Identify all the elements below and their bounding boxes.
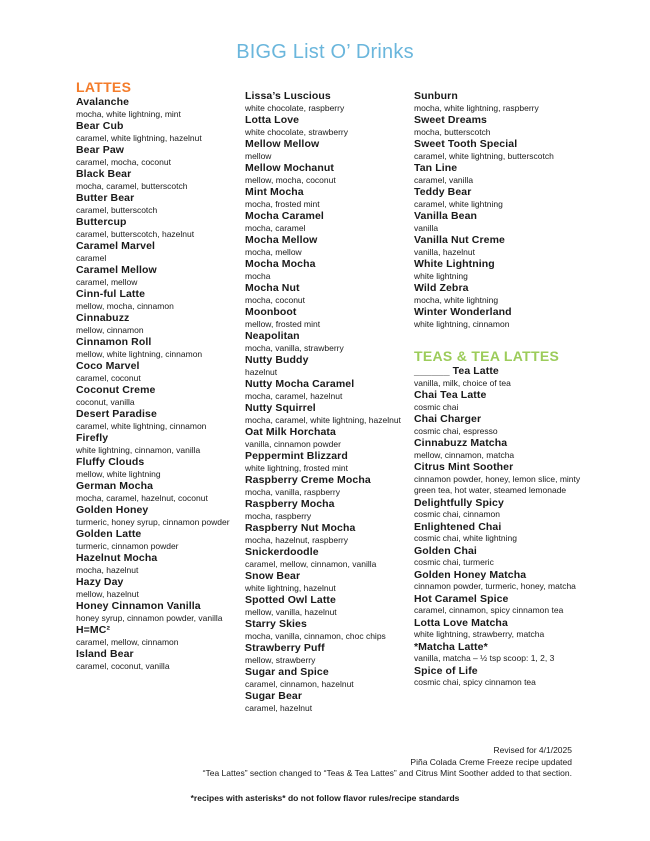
drink-item bbox=[245, 282, 410, 306]
drink-ingredients: mocha, caramel bbox=[245, 222, 306, 233]
drink-item bbox=[245, 570, 410, 594]
drink-name: Neapolitan bbox=[245, 330, 300, 342]
drink-name: Nutty Mocha Caramel bbox=[245, 378, 355, 390]
drink-ingredients: cosmic chai, espresso bbox=[414, 425, 498, 436]
drink-ingredients: white lightning, hazelnut bbox=[245, 582, 336, 593]
drink-item bbox=[76, 96, 241, 120]
drink-ingredients: white lightning, cinnamon, vanilla bbox=[76, 444, 201, 455]
drink-name: Vanilla Nut Creme bbox=[414, 234, 505, 246]
drink-name: Cinn-ful Latte bbox=[76, 288, 146, 300]
drink-ingredients: cosmic chai, cinnamon bbox=[414, 509, 500, 519]
teas-list bbox=[414, 365, 589, 689]
drink-item bbox=[414, 234, 589, 258]
drink-name: Coconut Creme bbox=[76, 384, 156, 396]
drink-name: Island Bear bbox=[76, 648, 134, 660]
drink-name: Fluffy Clouds bbox=[76, 456, 145, 468]
lattes-list-continued bbox=[245, 90, 410, 714]
drink-name: Chai Tea Latte bbox=[414, 389, 487, 401]
drink-name: Hot Caramel Spice bbox=[414, 592, 509, 605]
drink-ingredients: mellow bbox=[245, 150, 272, 161]
drink-name: Spotted Owl Latte bbox=[245, 594, 336, 606]
drink-name: Desert Paradise bbox=[76, 408, 157, 420]
drink-ingredients: caramel, vanilla bbox=[414, 174, 474, 185]
drink-ingredients: mocha, caramel, hazelnut bbox=[245, 390, 343, 401]
drink-item bbox=[414, 461, 589, 497]
drink-item bbox=[76, 648, 241, 672]
drink-ingredients: mocha, vanilla, raspberry bbox=[245, 486, 340, 497]
drink-name: Peppermint Blizzard bbox=[245, 450, 348, 462]
drink-ingredients: mocha, raspberry bbox=[245, 510, 312, 521]
drink-name: Lissa’s Luscious bbox=[245, 90, 331, 102]
drink-name: Sweet Tooth Special bbox=[414, 138, 518, 150]
drink-ingredients: honey syrup, cinnamon powder, vanilla bbox=[76, 612, 223, 623]
drink-name: H=MC² bbox=[76, 624, 111, 636]
drink-name: Nutty Squirrel bbox=[245, 402, 316, 414]
drink-item bbox=[76, 432, 241, 456]
drink-name: Moonboot bbox=[245, 306, 297, 318]
drink-item bbox=[76, 408, 241, 432]
drink-item bbox=[76, 360, 241, 384]
drink-ingredients: caramel, white lightning, hazelnut bbox=[76, 132, 202, 143]
drink-name: Wild Zebra bbox=[414, 282, 469, 294]
lattes-list bbox=[76, 96, 241, 672]
drink-ingredients: white lightning, cinnamon bbox=[414, 318, 510, 329]
drink-item bbox=[245, 354, 410, 378]
drink-ingredients: vanilla, hazelnut bbox=[414, 246, 475, 257]
drink-item bbox=[414, 365, 589, 389]
drink-item bbox=[414, 306, 589, 330]
drink-name: Bear Paw bbox=[76, 144, 125, 156]
drink-ingredients: coconut, vanilla bbox=[76, 396, 135, 407]
drink-name: Raspberry Nut Mocha bbox=[245, 522, 356, 534]
drink-ingredients: mocha, coconut bbox=[245, 294, 306, 305]
drink-name: Lotta Love bbox=[245, 114, 300, 126]
drink-name: Caramel Mellow bbox=[76, 264, 157, 276]
drink-ingredients: caramel, hazelnut bbox=[245, 702, 313, 713]
drink-ingredients: mocha, vanilla, strawberry bbox=[245, 342, 344, 353]
drink-ingredients: caramel bbox=[76, 252, 107, 263]
drink-name: Nutty Buddy bbox=[245, 354, 309, 366]
drink-ingredients: mellow, mocha, cinnamon bbox=[76, 300, 174, 311]
drink-item bbox=[245, 186, 410, 210]
column-1 bbox=[76, 79, 241, 672]
drink-item bbox=[414, 437, 589, 461]
revision-line-1: Piña Colada Creme Freeze recipe updated bbox=[410, 756, 572, 767]
drink-name: Firefly bbox=[76, 432, 109, 444]
drink-ingredients: mellow, hazelnut bbox=[76, 588, 139, 599]
drink-item bbox=[76, 120, 241, 144]
drink-ingredients: caramel, butterscotch bbox=[76, 204, 158, 215]
drink-item bbox=[245, 426, 410, 450]
drink-ingredients: white chocolate, strawberry bbox=[245, 126, 348, 137]
drink-name: Mellow Mochanut bbox=[245, 162, 334, 174]
drink-ingredients: mellow, strawberry bbox=[245, 654, 316, 665]
drink-ingredients: vanilla bbox=[414, 222, 439, 233]
drink-item bbox=[76, 168, 241, 192]
drink-item bbox=[414, 258, 589, 282]
drink-item bbox=[245, 594, 410, 618]
drink-ingredients: white lightning, frosted mint bbox=[245, 462, 348, 473]
drink-name: Oat Milk Horchata bbox=[245, 426, 336, 438]
drink-item bbox=[414, 413, 589, 437]
drink-item bbox=[76, 576, 241, 600]
drink-item bbox=[76, 240, 241, 264]
drink-item bbox=[245, 210, 410, 234]
drink-ingredients: cosmic chai, turmeric bbox=[414, 557, 494, 567]
drink-name: Butter Bear bbox=[76, 192, 135, 204]
drink-item bbox=[245, 666, 410, 690]
drink-item bbox=[414, 641, 589, 665]
drink-name: Coco Marvel bbox=[76, 360, 140, 372]
drink-item bbox=[76, 336, 241, 360]
drink-item bbox=[414, 665, 589, 689]
drink-item bbox=[245, 330, 410, 354]
drink-name: Avalanche bbox=[76, 96, 130, 108]
drink-item bbox=[245, 378, 410, 402]
drink-item bbox=[76, 528, 241, 552]
drink-name: Mocha Nut bbox=[245, 282, 300, 294]
drink-ingredients: caramel, mellow, cinnamon, vanilla bbox=[245, 558, 377, 569]
drink-name: Sugar Bear bbox=[245, 690, 303, 702]
drink-ingredients: mocha, hazelnut bbox=[76, 564, 139, 575]
drink-ingredients: caramel, coconut bbox=[76, 372, 141, 383]
drink-ingredients: turmeric, cinnamon powder bbox=[76, 540, 179, 551]
drink-ingredients: mocha, hazelnut, raspberry bbox=[245, 534, 348, 545]
drink-name: Black Bear bbox=[76, 168, 132, 180]
drink-item bbox=[76, 624, 241, 648]
drink-ingredients: mellow, cinnamon bbox=[76, 324, 144, 335]
drink-item bbox=[245, 234, 410, 258]
drink-item bbox=[414, 282, 589, 306]
drink-item bbox=[245, 114, 410, 138]
drink-ingredients: turmeric, honey syrup, cinnamon powder bbox=[76, 516, 230, 527]
drink-name: ______ Tea Latte bbox=[414, 365, 499, 377]
drink-item bbox=[76, 480, 241, 504]
drink-ingredients: white lightning, strawberry, matcha bbox=[414, 629, 545, 639]
drink-item bbox=[245, 690, 410, 714]
drink-item bbox=[245, 258, 410, 282]
drink-ingredients: mocha, mellow bbox=[245, 246, 302, 257]
drink-ingredients: caramel, white lightning, butterscotch bbox=[414, 150, 554, 161]
drink-item bbox=[414, 389, 589, 413]
drink-item bbox=[245, 522, 410, 546]
drink-ingredients: caramel, mellow, cinnamon bbox=[76, 636, 179, 647]
drink-ingredients: cinnamon powder, turmeric, honey, matcha bbox=[414, 581, 576, 591]
drink-item bbox=[414, 210, 589, 234]
drink-ingredients: vanilla, milk, choice of tea bbox=[414, 377, 511, 388]
drink-name: White Lightning bbox=[414, 258, 495, 270]
drink-ingredients: mellow, mocha, coconut bbox=[245, 174, 336, 185]
drink-item bbox=[414, 114, 589, 138]
drink-ingredients: cinnamon powder, honey, lemon slice, minty green tea, hot water, steamed lemonade bbox=[414, 473, 581, 495]
drink-ingredients: cosmic chai bbox=[414, 401, 459, 412]
drink-item bbox=[76, 504, 241, 528]
drink-item bbox=[245, 546, 410, 570]
drink-item bbox=[76, 144, 241, 168]
drink-name: Golden Honey bbox=[76, 504, 149, 516]
drink-name: Snow Bear bbox=[245, 570, 301, 582]
drink-name: Tan Line bbox=[414, 162, 458, 174]
lattes-list-continued-2 bbox=[414, 90, 589, 330]
drink-ingredients: mocha, white lightning, mint bbox=[76, 108, 181, 119]
drink-item bbox=[245, 138, 410, 162]
drink-ingredients: vanilla, matcha – ½ tsp scoop: 1, 2, 3 bbox=[414, 653, 555, 663]
drink-name: Mocha Mocha bbox=[245, 258, 316, 270]
drink-name: Cinnabuzz bbox=[76, 312, 130, 324]
drink-name: Mocha Mellow bbox=[245, 234, 318, 246]
drink-item bbox=[245, 618, 410, 642]
revised-date: Revised for 4/1/2025 bbox=[493, 745, 572, 755]
column-3 bbox=[414, 90, 589, 689]
drink-ingredients: caramel, mellow bbox=[76, 276, 138, 287]
drink-name: Sunburn bbox=[414, 90, 458, 102]
drink-ingredients: caramel, cinnamon, hazelnut bbox=[245, 678, 354, 689]
drink-ingredients: caramel, coconut, vanilla bbox=[76, 660, 170, 671]
drink-item bbox=[245, 450, 410, 474]
drink-ingredients: mocha, caramel, butterscotch bbox=[76, 180, 188, 191]
drink-ingredients: mocha, butterscotch bbox=[414, 126, 491, 137]
drink-name: Citrus Mint Soother bbox=[414, 461, 514, 473]
drink-name: Chai Charger bbox=[414, 413, 482, 425]
drink-ingredients: mocha, frosted mint bbox=[245, 198, 320, 209]
drink-name: Snickerdoodle bbox=[245, 546, 319, 558]
drink-ingredients: caramel, cinnamon, spicy cinnamon tea bbox=[414, 605, 564, 615]
drink-item bbox=[245, 642, 410, 666]
drink-item bbox=[414, 593, 589, 617]
drink-name: Buttercup bbox=[76, 216, 127, 228]
drink-item bbox=[76, 456, 241, 480]
revision-line-2: “Tea Lattes” section changed to “Teas & Tea Lattes” and Citrus Mint Soother added to that section. bbox=[202, 768, 572, 778]
drink-item bbox=[414, 617, 589, 641]
drink-ingredients: caramel, white lightning bbox=[414, 198, 503, 209]
drink-name: Honey Cinnamon Vanilla bbox=[76, 600, 201, 612]
drink-item bbox=[245, 306, 410, 330]
drink-name: Teddy Bear bbox=[414, 186, 472, 198]
drink-name: Strawberry Puff bbox=[245, 642, 325, 654]
drink-ingredients: mocha bbox=[245, 270, 271, 281]
drink-item bbox=[76, 264, 241, 288]
drink-name: Golden Honey Matcha bbox=[414, 568, 527, 581]
drink-ingredients: mocha, white lightning bbox=[414, 294, 499, 305]
drink-ingredients: mellow, vanilla, hazelnut bbox=[245, 606, 337, 617]
drink-item bbox=[414, 138, 589, 162]
drink-name: Cinnamon Roll bbox=[76, 336, 152, 348]
drink-item bbox=[76, 288, 241, 312]
drink-name: Raspberry Mocha bbox=[245, 498, 335, 510]
teas-section-title: TEAS & TEA LATTES bbox=[414, 348, 560, 364]
drink-item bbox=[245, 498, 410, 522]
drink-name: Hazelnut Mocha bbox=[76, 552, 158, 564]
drink-ingredients: mellow, frosted mint bbox=[245, 318, 321, 329]
drink-item bbox=[76, 192, 241, 216]
drink-ingredients: cosmic chai, spicy cinnamon tea bbox=[414, 677, 536, 687]
revision-notes bbox=[203, 745, 572, 780]
drink-name: Winter Wonderland bbox=[414, 306, 512, 318]
lattes-section-title: LATTES bbox=[76, 79, 132, 95]
drink-ingredients: mellow, white lightning, cinnamon bbox=[76, 348, 203, 359]
drink-name: Sweet Dreams bbox=[414, 114, 487, 126]
drink-item bbox=[414, 162, 589, 186]
drink-ingredients: white lightning bbox=[414, 270, 468, 281]
drink-name: Mocha Caramel bbox=[245, 210, 324, 222]
page-title: BIGG List O’ Drinks bbox=[236, 41, 414, 63]
drink-ingredients: white chocolate, raspberry bbox=[245, 102, 345, 113]
drink-name: Caramel Marvel bbox=[76, 240, 156, 252]
drink-name: Vanilla Bean bbox=[414, 210, 478, 222]
drink-item bbox=[245, 402, 410, 426]
drink-name: Delightfully Spicy bbox=[414, 496, 504, 509]
drink-item bbox=[76, 216, 241, 240]
drink-name: Golden Latte bbox=[76, 528, 142, 540]
drink-item bbox=[414, 186, 589, 210]
drink-item bbox=[414, 521, 589, 545]
drink-ingredients: mocha, caramel, white lightning, hazelnut bbox=[245, 414, 401, 425]
drink-ingredients: caramel, white lightning, cinnamon bbox=[76, 420, 207, 431]
drink-name: *Matcha Latte* bbox=[414, 640, 488, 653]
drink-ingredients: mocha, caramel, hazelnut, coconut bbox=[76, 492, 208, 503]
drink-name: Spice of Life bbox=[414, 664, 478, 677]
drink-item bbox=[245, 474, 410, 498]
drink-item bbox=[76, 384, 241, 408]
drink-name: Hazy Day bbox=[76, 576, 124, 588]
drink-item bbox=[76, 600, 241, 624]
drink-name: Enlightened Chai bbox=[414, 520, 502, 533]
drink-ingredients: mocha, white lightning, raspberry bbox=[414, 102, 539, 113]
drink-item bbox=[76, 312, 241, 336]
drink-ingredients: mocha, vanilla, cinnamon, choc chips bbox=[245, 630, 386, 641]
drink-item bbox=[245, 90, 410, 114]
drink-name: Raspberry Creme Mocha bbox=[245, 474, 371, 486]
drink-ingredients: mellow, cinnamon, matcha bbox=[414, 449, 515, 460]
drink-name: Lotta Love Matcha bbox=[414, 616, 508, 629]
drink-ingredients: mellow, white lightning bbox=[76, 468, 161, 479]
drink-item bbox=[414, 90, 589, 114]
drink-item bbox=[414, 569, 589, 593]
drink-ingredients: hazelnut bbox=[245, 366, 278, 377]
drink-name: German Mocha bbox=[76, 480, 154, 492]
drink-name: Mellow Mellow bbox=[245, 138, 320, 150]
drink-name: Cinnabuzz Matcha bbox=[414, 437, 508, 449]
drink-ingredients: vanilla, cinnamon powder bbox=[245, 438, 341, 449]
asterisk-footnote: *recipes with asterisks* do not follow flavor rules/recipe standards bbox=[190, 793, 460, 803]
column-2 bbox=[245, 90, 410, 714]
drink-item bbox=[414, 497, 589, 521]
drink-name: Mint Mocha bbox=[245, 186, 304, 198]
drink-name: Sugar and Spice bbox=[245, 666, 329, 678]
drink-ingredients: caramel, mocha, coconut bbox=[76, 156, 171, 167]
drink-name: Golden Chai bbox=[414, 544, 477, 557]
drink-item bbox=[245, 162, 410, 186]
drink-item bbox=[414, 545, 589, 569]
drink-item bbox=[76, 552, 241, 576]
drink-name: Starry Skies bbox=[245, 618, 307, 630]
drink-ingredients: cosmic chai, white lightning bbox=[414, 533, 517, 543]
drink-ingredients: caramel, butterscotch, hazelnut bbox=[76, 228, 195, 239]
drink-name: Bear Cub bbox=[76, 120, 124, 132]
